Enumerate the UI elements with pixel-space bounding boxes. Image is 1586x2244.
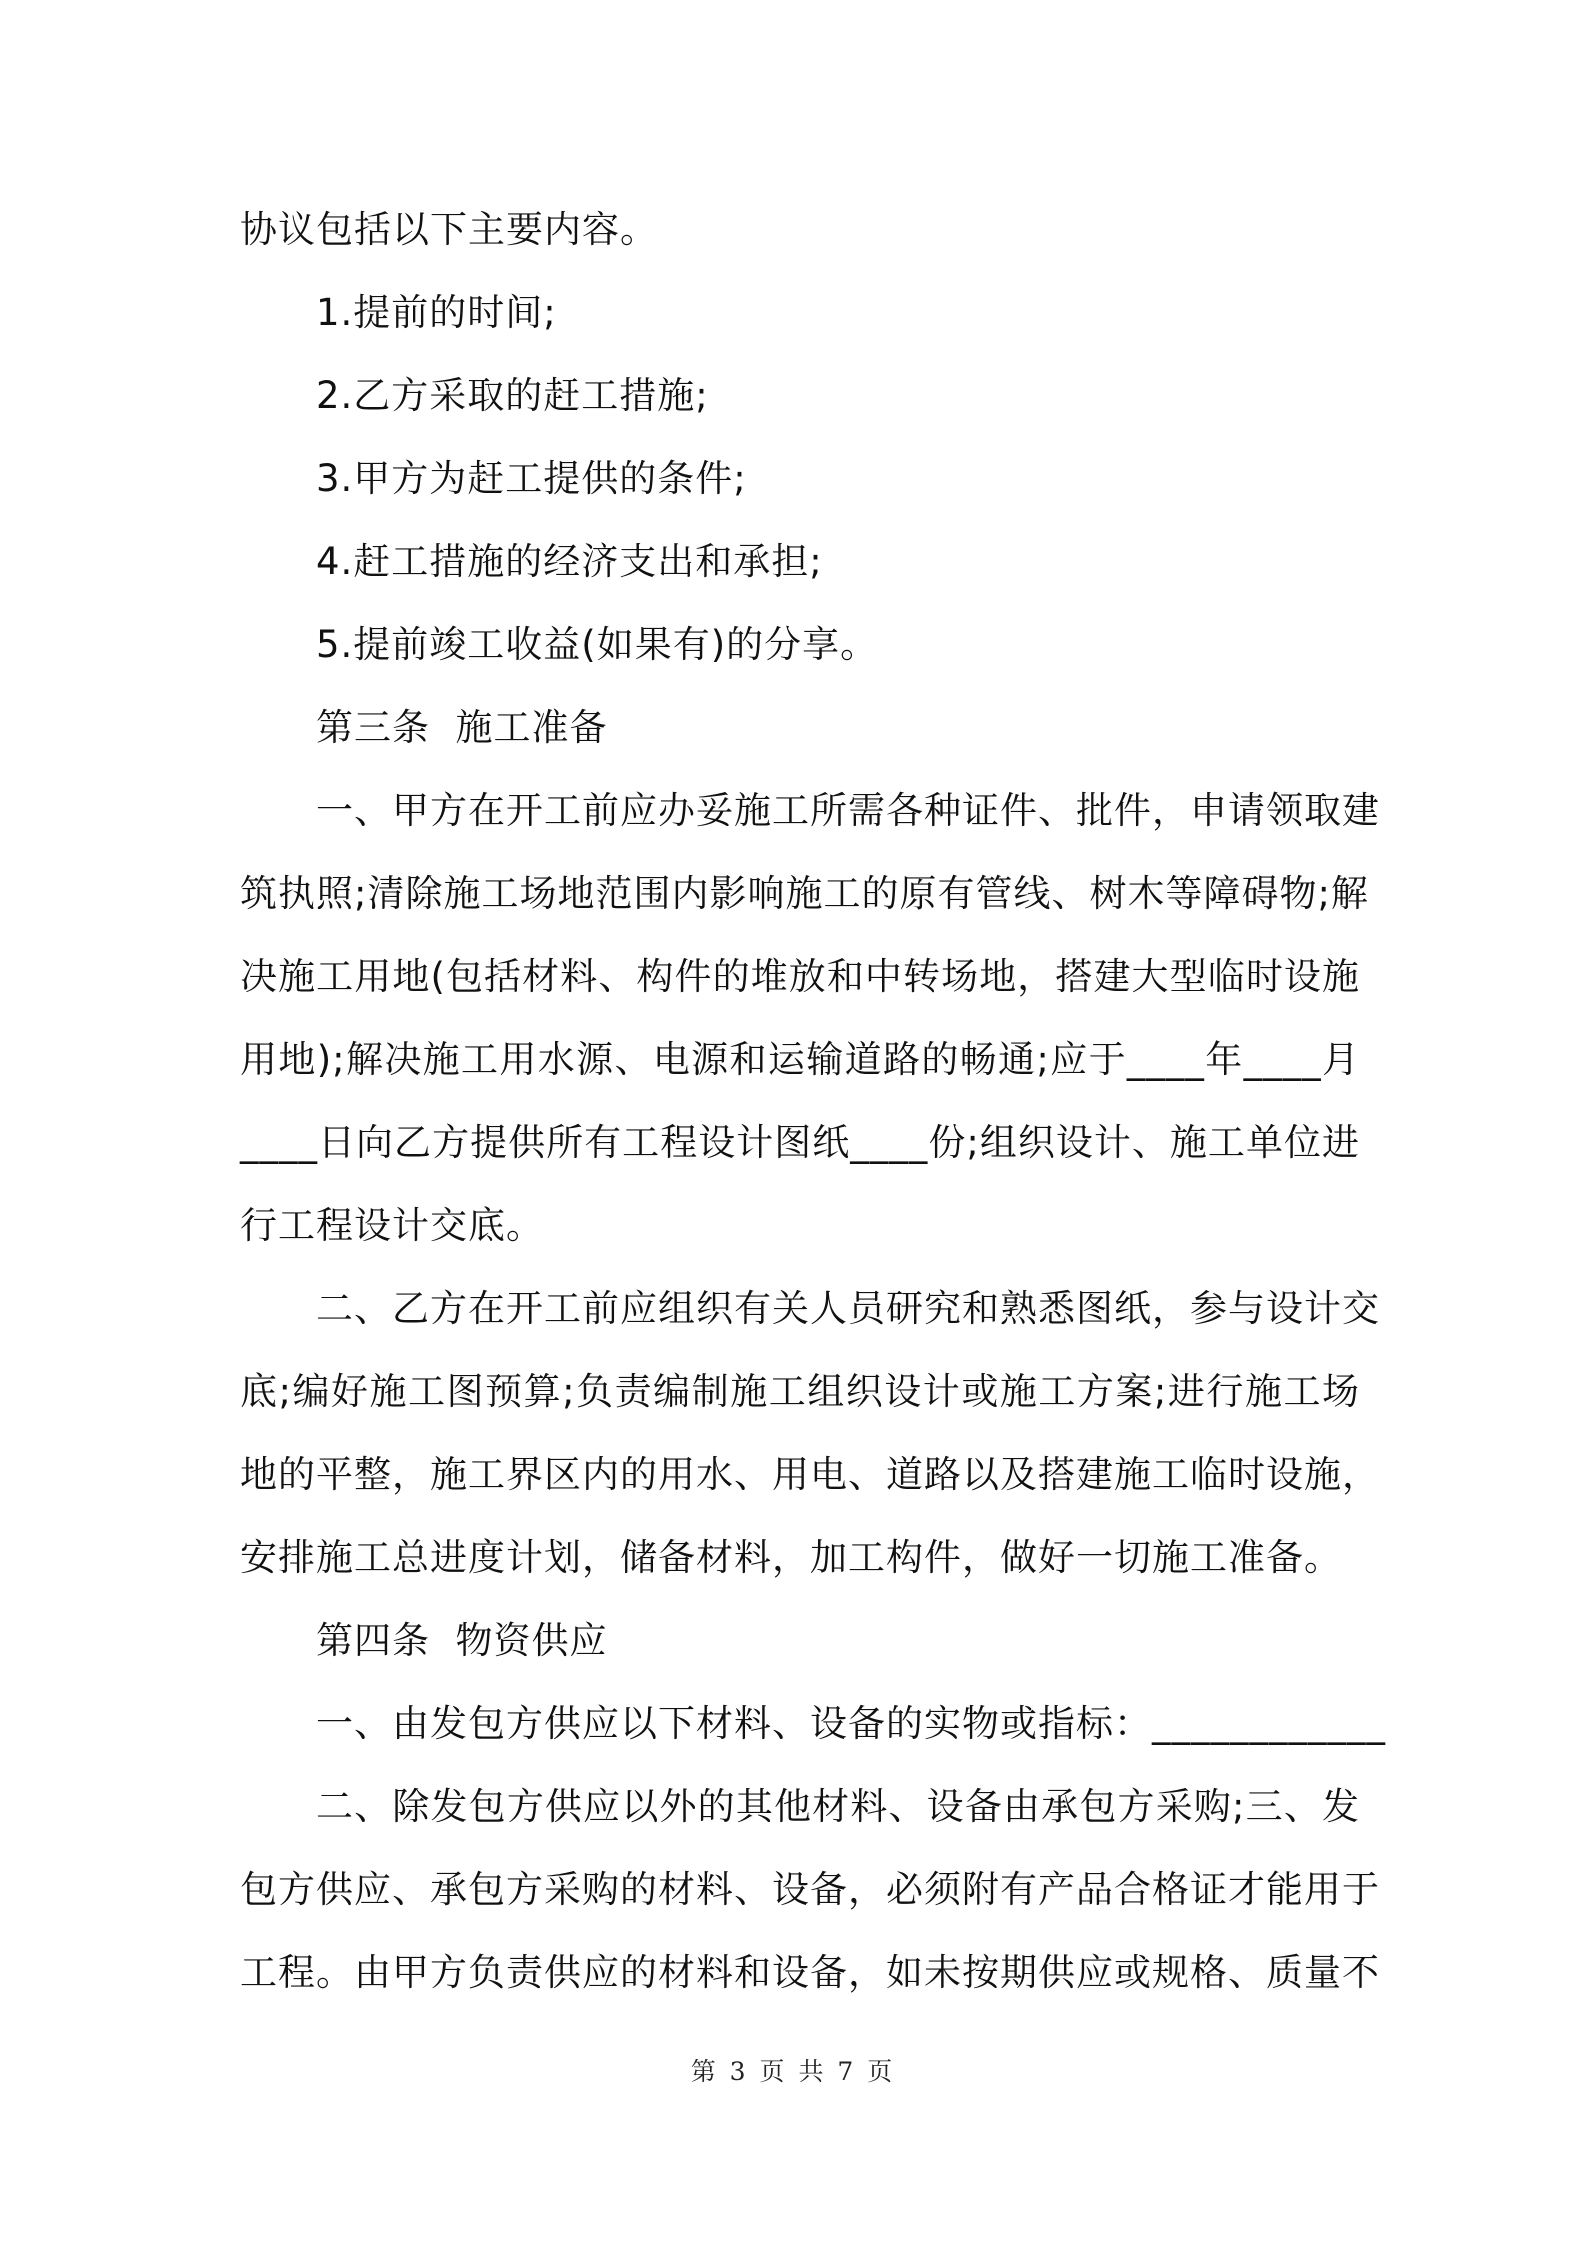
paragraph-line: 用地);解决施工用水源、电源和运输道路的畅通;应于____年____月 <box>240 1038 1360 1081</box>
page-number-footer: 第 3 页 共 7 页 <box>690 2057 896 2086</box>
section-heading: 第四条 物资供应 <box>316 1619 608 1662</box>
list-item: 4.赶工措施的经济支出和承担; <box>316 540 823 583</box>
section-heading: 第三条 施工准备 <box>316 706 608 749</box>
paragraph-line: 包方供应、承包方采购的材料、设备，必须附有产品合格证才能用于 <box>240 1868 1380 1911</box>
paragraph-line: 二、除发包方供应以外的其他材料、设备由承包方采购;三、发 <box>316 1785 1360 1828</box>
paragraph-line: 二、乙方在开工前应组织有关人员研究和熟悉图纸，参与设计交 <box>316 1287 1380 1330</box>
paragraph-line: ____日向乙方提供所有工程设计图纸____份;组织设计、施工单位进 <box>240 1121 1360 1164</box>
list-item: 3.甲方为赶工提供的条件; <box>316 457 747 500</box>
list-item: 5.提前竣工收益(如果有)的分享。 <box>316 623 879 666</box>
paragraph-line: 地的平整，施工界区内的用水、用电、道路以及搭建施工临时设施， <box>240 1453 1380 1496</box>
paragraph-line: 协议包括以下主要内容。 <box>240 208 658 251</box>
paragraph-line: 决施工用地(包括材料、构件的堆放和中转场地，搭建大型临时设施 <box>240 955 1360 998</box>
paragraph-line: 一、甲方在开工前应办妥施工所需各种证件、批件，申请领取建 <box>316 789 1380 832</box>
paragraph-line: 安排施工总进度计划，储备材料，加工构件，做好一切施工准备。 <box>240 1536 1342 1579</box>
paragraph-line: 工程。由甲方负责供应的材料和设备，如未按期供应或规格、质量不 <box>240 1951 1380 1994</box>
paragraph-line: 一、由发包方供应以下材料、设备的实物或指标：____________ <box>316 1702 1386 1745</box>
paragraph-line: 底;编好施工图预算;负责编制施工组织设计或施工方案;进行施工场 <box>240 1370 1360 1413</box>
list-item: 1.提前的时间; <box>316 291 557 334</box>
paragraph-line: 筑执照;清除施工场地范围内影响施工的原有管线、树木等障碍物;解 <box>240 872 1369 915</box>
paragraph-line: 行工程设计交底。 <box>240 1204 544 1247</box>
list-item: 2.乙方采取的赶工措施; <box>316 374 709 417</box>
